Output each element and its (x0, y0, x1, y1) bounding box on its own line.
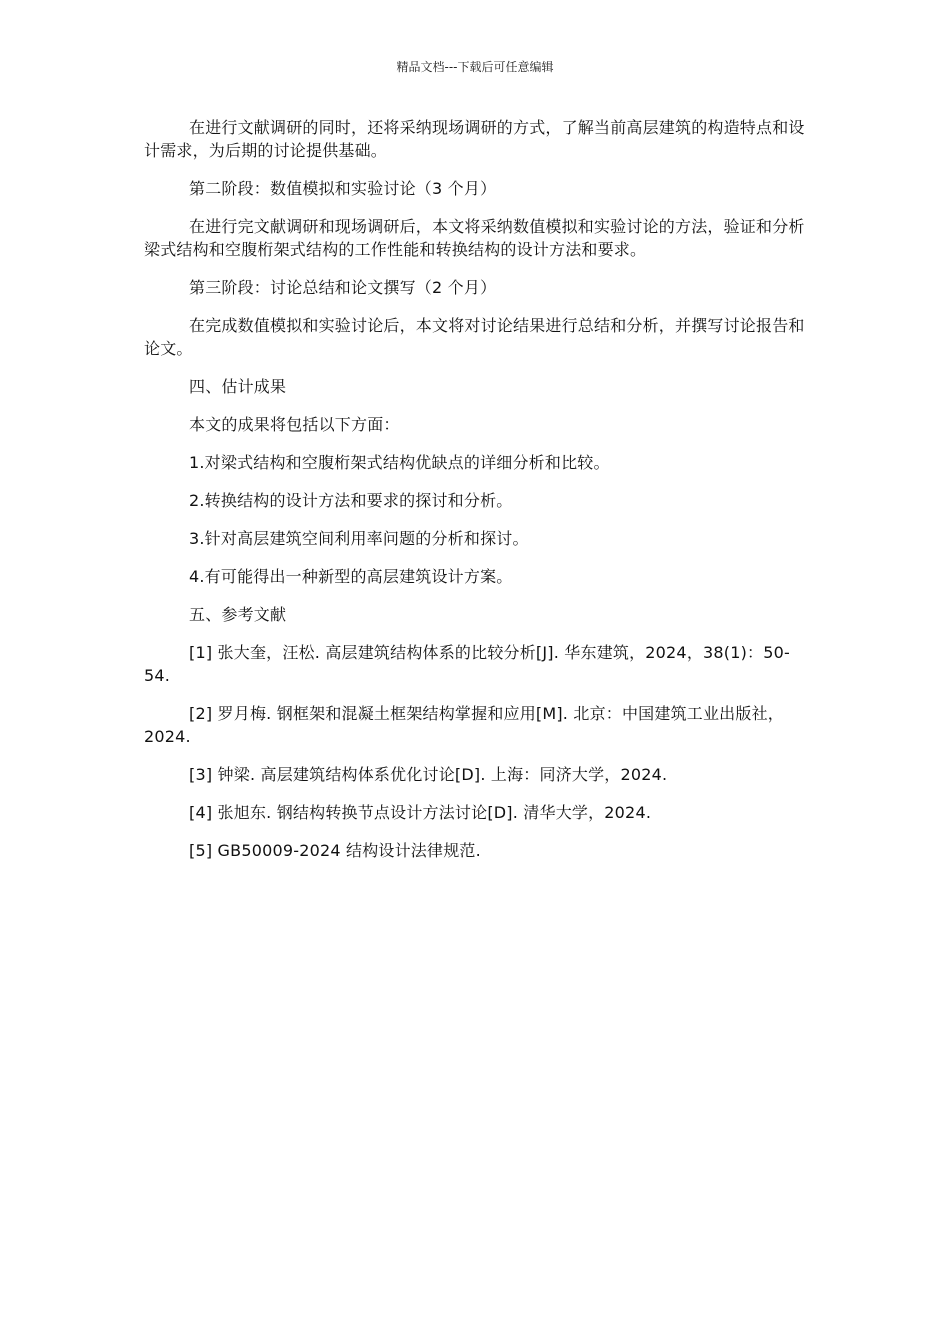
document-body (144, 116, 806, 877)
result-item-1: 1.对梁式结构和空腹桁架式结构优缺点的详细分析和比较。 (189, 453, 610, 472)
reference-1: [1] 张大奎，汪松. 高层建筑结构体系的比较分析[J]. 华东建筑，2024，38(1)：50-54. (144, 643, 790, 685)
section-heading-results: 四、估计成果 (189, 377, 287, 396)
reference-3: [3] 钟梁. 高层建筑结构体系优化讨论[D]. 上海：同济大学，2024. (189, 765, 668, 784)
page-header: 精品文档---下载后可任意编辑 (396, 60, 554, 74)
result-item-2: 2.转换结构的设计方法和要求的探讨和分析。 (189, 491, 513, 510)
paragraph-simulation: 在进行完文献调研和现场调研后，本文将采纳数值模拟和实验讨论的方法，验证和分析梁式结构和空腹桁架式结构的工作性能和转换结构的设计方法和要求。 (144, 217, 805, 259)
result-item-4: 4.有可能得出一种新型的高层建筑设计方案。 (189, 567, 513, 586)
reference-5: [5] GB50009-2024 结构设计法律规范. (189, 841, 481, 860)
result-item-3: 3.针对高层建筑空间利用率问题的分析和探讨。 (189, 529, 529, 548)
paragraph-summary: 在完成数值模拟和实验讨论后，本文将对讨论结果进行总结和分析，并撰写讨论报告和论文。 (144, 316, 805, 358)
reference-4: [4] 张旭东. 钢结构转换节点设计方法讨论[D]. 清华大学，2024. (189, 803, 652, 822)
stage-three-heading: 第三阶段：讨论总结和论文撰写（2 个月） (189, 278, 497, 297)
section-heading-references: 五、参考文献 (189, 605, 287, 624)
results-intro: 本文的成果将包括以下方面： (189, 415, 400, 434)
reference-2: [2] 罗月梅. 钢框架和混凝土框架结构掌握和应用[M]. 北京：中国建筑工业出版社，2024. (144, 704, 784, 746)
paragraph-field-research: 在进行文献调研的同时，还将采纳现场调研的方式，了解当前高层建筑的构造特点和设计需求，为后期的讨论提供基础。 (144, 118, 805, 160)
stage-two-heading: 第二阶段：数值模拟和实验讨论（3 个月） (189, 179, 497, 198)
